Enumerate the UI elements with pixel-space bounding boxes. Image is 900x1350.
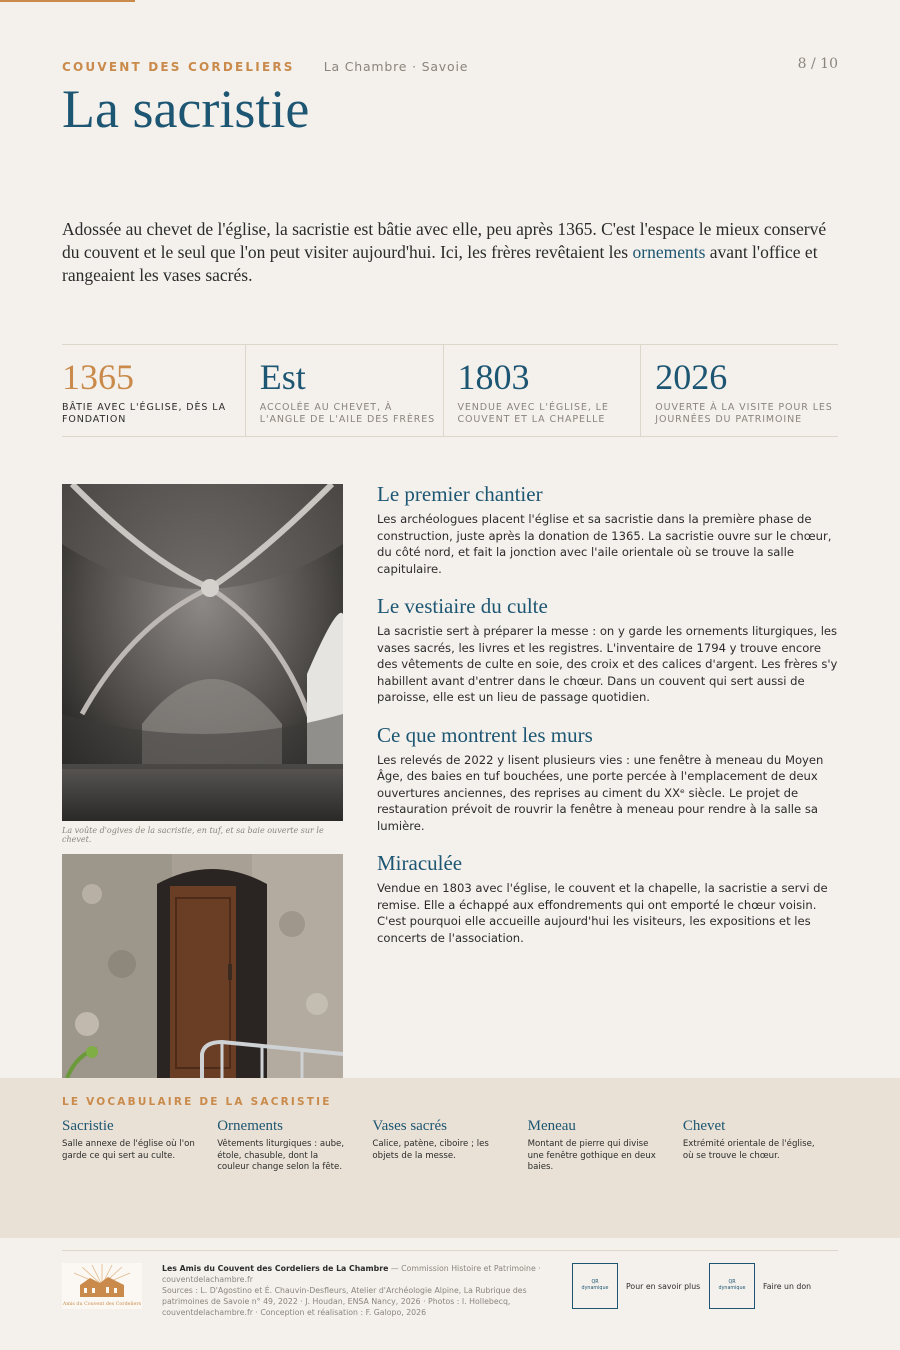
term-name: Chevet — [682, 1118, 726, 1134]
vocabulary-grid — [62, 1118, 838, 1174]
term-name: Meneau — [527, 1118, 576, 1134]
section — [377, 482, 838, 577]
section-text: Les relevés de 2022 y lisent plusieurs vies : une fenêtre à meneau du Moyen Âge, des baies en tuf bouchées, une porte percée à l'emplacement de deux ouvertures anciennes, des reprises au ciment du XXᵉ siècle. Le projet de restauration prévoit de rouvrir la fenêtre à meneau pour rendre à la salle sa lumière. — [377, 752, 824, 833]
qr-donate[interactable] — [709, 1263, 838, 1309]
intro-highlight-link[interactable]: ornements — [632, 242, 706, 262]
term-definition: Calice, patène, ciboire ; les objets de la messe. — [372, 1139, 489, 1161]
term-definition: Vêtements liturgiques : aube, étole, chasuble, dont la couleur change selon la fête. — [217, 1139, 345, 1172]
fact-label: ACCOLÉE AU CHEVET, À L'ANGLE DE L'AILE DES FRÈRES — [259, 402, 436, 425]
fact-item — [62, 345, 245, 436]
section — [377, 723, 838, 835]
fact-item — [640, 345, 838, 436]
association-logo — [62, 1263, 142, 1309]
vault-photo — [62, 484, 343, 821]
vault-photo-image — [62, 484, 343, 821]
section-heading: Le premier chantier — [377, 482, 543, 506]
photo-caption: La voûte d'ogives de la sacristie, en tuf, et sa baie ouverte sur le chevet. — [62, 826, 324, 844]
fact-label: OUVERTE À LA VISITE POUR LES JOURNÉES DU PATRIMOINE — [655, 402, 833, 425]
qr-placeholder-line2: dynamique — [581, 1286, 609, 1291]
door-photo — [62, 854, 343, 1078]
vocab-term — [217, 1118, 372, 1174]
page-header — [62, 56, 838, 139]
section-heading: Miraculée — [377, 851, 463, 875]
vocab-term — [683, 1118, 838, 1174]
section — [377, 594, 838, 706]
vocab-term — [372, 1118, 527, 1174]
key-facts — [62, 344, 838, 437]
intro-text-end: avant l'office et rangeaient les vases sacrés. — [62, 242, 818, 285]
content-sections — [377, 482, 838, 963]
term-definition: Salle annexe de l'église où l'on garde ce qui sert au culte. — [62, 1139, 195, 1161]
fact-value: 1803 — [457, 357, 530, 397]
section-heading: Le vestiaire du culte — [377, 594, 548, 618]
sources-text: Sources : L. D'Agostino et É. Chauvin-Desfleurs, Atelier d'Archéologie Alpine, La Rubrique des patrimoines de Savoie n° 49, 2022 · J. Houdan, ENSA Nancy, 2026 · Photos : I. Hollebecq, couventdelachambre.fr · Conception et réalisation : F. Galopo, 2026 — [162, 1286, 527, 1317]
section-heading: Ce que montrent les murs — [377, 722, 593, 747]
location: La Chambre · Savoie — [323, 59, 469, 74]
credits — [162, 1263, 550, 1318]
logo-text: Amis du Couvent des Cordeliers — [62, 1302, 142, 1307]
term-name: Ornements — [217, 1118, 284, 1134]
section-text: Vendue en 1803 avec l'église, le couvent et la chapelle, la sacristie a servi de remise. Elle a échappé aux effondrements qui ont emporté le chœur voisin. C'est pourquoi elle accueille aujourd'hui les visiteurs, les expositions et les concerts de l'association. — [377, 881, 828, 945]
term-name: Sacristie — [62, 1118, 114, 1134]
qr-placeholder-line1: QR — [728, 1280, 736, 1285]
vocabulary-panel — [0, 1078, 900, 1238]
section — [377, 851, 838, 946]
fact-value: Est — [259, 357, 306, 397]
kicker: COUVENT DES CORDELIERS — [62, 60, 295, 74]
fact-value: 1365 — [62, 357, 134, 397]
page-number: 8 / 10 — [797, 56, 838, 72]
qr-label: Pour en savoir plus — [626, 1281, 701, 1291]
page-title: La sacristie — [62, 79, 310, 139]
fact-item — [443, 345, 641, 436]
qr-placeholder-line1: QR — [591, 1280, 599, 1285]
organisation-name: Les Amis du Couvent des Cordeliers de La Chambre — [162, 1264, 389, 1273]
fact-value: 2026 — [655, 357, 728, 397]
vocabulary-title: LE VOCABULAIRE DE LA SACRISTIE — [62, 1096, 332, 1108]
section-text: La sacristie sert à préparer la messe : on y garde les ornements liturgiques, les vases sacrés, les livres et les registres. L'inventaire de 1794 y trouve encore des vêtements de culte en soie, des croix et des calices d'argent. Les frères s'y habillent avant d'entrer dans le chœur. Dans un couvent qui sert aussi de paroisse, elle est un lieu de passage quotidien. — [377, 624, 838, 704]
intro-paragraph — [62, 218, 838, 287]
intro-text-start: Adossée au chevet de l'église, la sacristie est bâtie avec elle, peu après 1365. C'est l'espace le mieux conservé du couvent et le seul que l'on peut visiter aujourd'hui. Ici, les frères revêtaient les — [62, 219, 827, 262]
vocab-term — [528, 1118, 683, 1174]
term-name: Vases sacrés — [372, 1118, 447, 1134]
fact-label: VENDUE AVEC L'ÉGLISE, LE COUVENT ET LA CHAPELLE — [457, 402, 609, 425]
fact-label: BÂTIE AVEC L'ÉGLISE, DÈS LA FONDATION — [62, 402, 227, 425]
qr-code-icon[interactable] — [572, 1263, 618, 1309]
qr-code-icon[interactable] — [709, 1263, 755, 1309]
fact-item — [245, 345, 443, 436]
door-photo-image — [62, 854, 343, 1078]
qr-label: Faire un don — [763, 1281, 812, 1291]
section-text: Les archéologues placent l'église et sa sacristie dans la première phase de construction, juste après la donation de 1365. La sacristie ouvre sur le chœur, du côté nord, et fait la jonction avec l'aile orientale où se trouve la salle capitulaire. — [377, 512, 832, 576]
qr-placeholder-line2: dynamique — [718, 1286, 746, 1291]
qr-more-info[interactable] — [572, 1263, 701, 1309]
organisation-details: — Commission Histoire et Patrimoine · couventdelachambre.fr — [162, 1264, 541, 1284]
page-footer — [62, 1250, 838, 1318]
term-definition: Extrémité orientale de l'église, où se trouve le chœur. — [682, 1139, 815, 1161]
top-accent-rule — [0, 0, 135, 2]
term-definition: Montant de pierre qui divise une fenêtre gothique en deux baies. — [527, 1139, 656, 1172]
vocab-term — [62, 1118, 217, 1174]
